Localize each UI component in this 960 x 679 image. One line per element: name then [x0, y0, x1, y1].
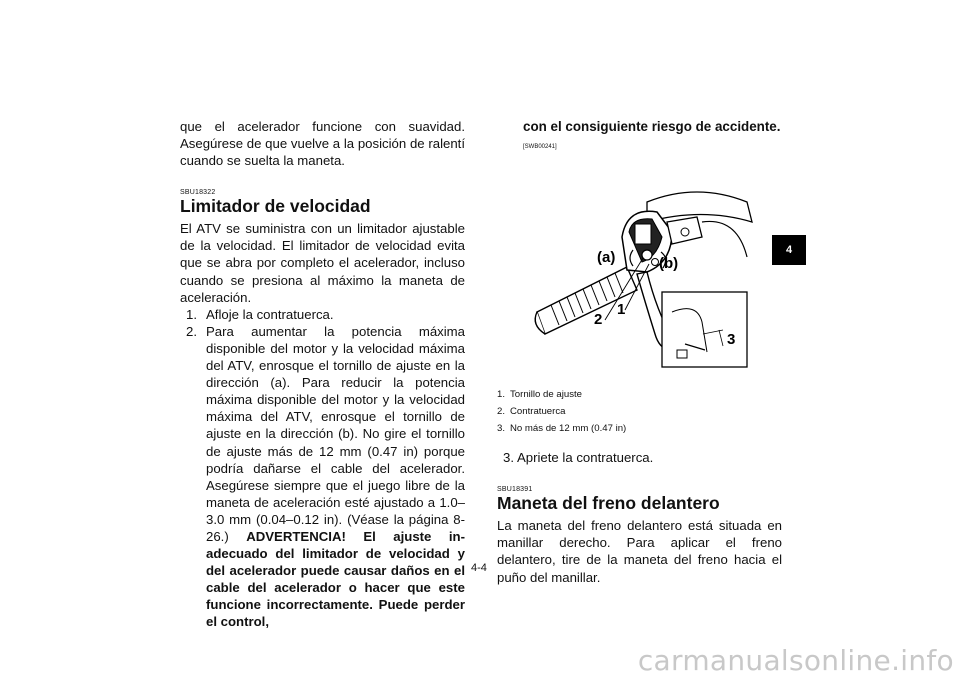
callout-number: 3.: [497, 423, 506, 435]
throttle-lever-illustration: [497, 162, 787, 382]
section-code: SBU18391: [497, 486, 533, 494]
figure-label-3: 3: [727, 331, 736, 349]
step-item: [497, 449, 782, 466]
step-item: [180, 306, 465, 323]
section-code: SBU18322: [180, 189, 216, 197]
figure-label-a: (a): [597, 249, 616, 267]
section-title-front-brake: Maneta del freno delantero: [497, 493, 720, 514]
chapter-tab: 4: [772, 235, 806, 265]
front-brake-description: La maneta del freno delantero está situada en manillar derecho. Para aplicar el freno delantero, tire de la maneta del freno hacia el puño del manillar.: [497, 518, 782, 585]
figure-label-1: 1: [617, 301, 626, 319]
intro-paragraph: que el acelerador funcione con suavidad. Asegúrese de que vuelve a la posición de ralentí cuando se suelta la maneta.: [180, 119, 465, 169]
throttle-lever-figure: [497, 162, 787, 382]
callout-item: [497, 420, 782, 437]
callout-number: 1.: [497, 389, 506, 401]
figure-callouts: [497, 386, 782, 437]
left-column: [180, 118, 465, 631]
step-item: [180, 323, 465, 631]
step-number: 1.: [186, 306, 197, 322]
warning-continued: [497, 118, 782, 156]
steps-list: [180, 306, 465, 631]
step-text: Apriete la contratuerca.: [516, 450, 654, 466]
figure-label-2: 2: [594, 311, 603, 329]
callout-text: Contratuerca: [510, 406, 566, 418]
callout-text: No más de 12 mm (0.47 in): [510, 423, 627, 435]
figure-label-b: (b): [659, 255, 679, 273]
warning-continued-text: con el consiguiente riesgo de accidente.: [523, 119, 781, 134]
step-text: Afloje la contratuerca.: [206, 306, 334, 322]
page-number: 4-4: [471, 562, 487, 574]
callout-text: Tornillo de ajuste: [510, 389, 582, 401]
section-title-speed-limiter: Limitador de velocidad: [180, 196, 371, 217]
speed-limiter-description: El ATV se suministra con un limitador ajustable de la velocidad. El limitador de velocidad evita que se abra por completo el acelerador, incluso cuando se presiona al máximo la maneta de aceleración.: [180, 221, 465, 305]
right-column: [497, 118, 782, 586]
step-number: 2.: [186, 323, 197, 339]
callout-item: [497, 403, 782, 420]
watermark: carmanualsonline.info: [637, 644, 954, 677]
callout-number: 2.: [497, 406, 506, 418]
step-number: 3.: [503, 450, 514, 466]
warning-code: [SWB00241]: [523, 144, 557, 151]
warning-text: ADVERTENCIA! El ajuste inadecuado del limitador de velocidad y del acelerador puede causar daños en el cable del acelerador o hacer que este funcione incorrectamente. Puede perder el control,: [206, 528, 465, 630]
callout-item: [497, 386, 782, 403]
step-text: Para aumentar la potencia máxima disponible del motor y la velocidad máxima del ATV, enrosque el tornillo de ajuste en la dirección (a). Para reducir la potencia máxima disponible del motor y la velocidad máxima del ATV, enrosque el tornillo de ajuste en la dirección (b). No gire el tornillo de ajuste más de 12 mm (0.47 in) porque podría dañarse el cable del acelerador. Asegúrese siempre que el juego libre de la maneta de aceleración esté ajustado a 1.0–3.0 mm (0.04–0.12 in). (Véase la página 8-26.): [206, 323, 465, 544]
